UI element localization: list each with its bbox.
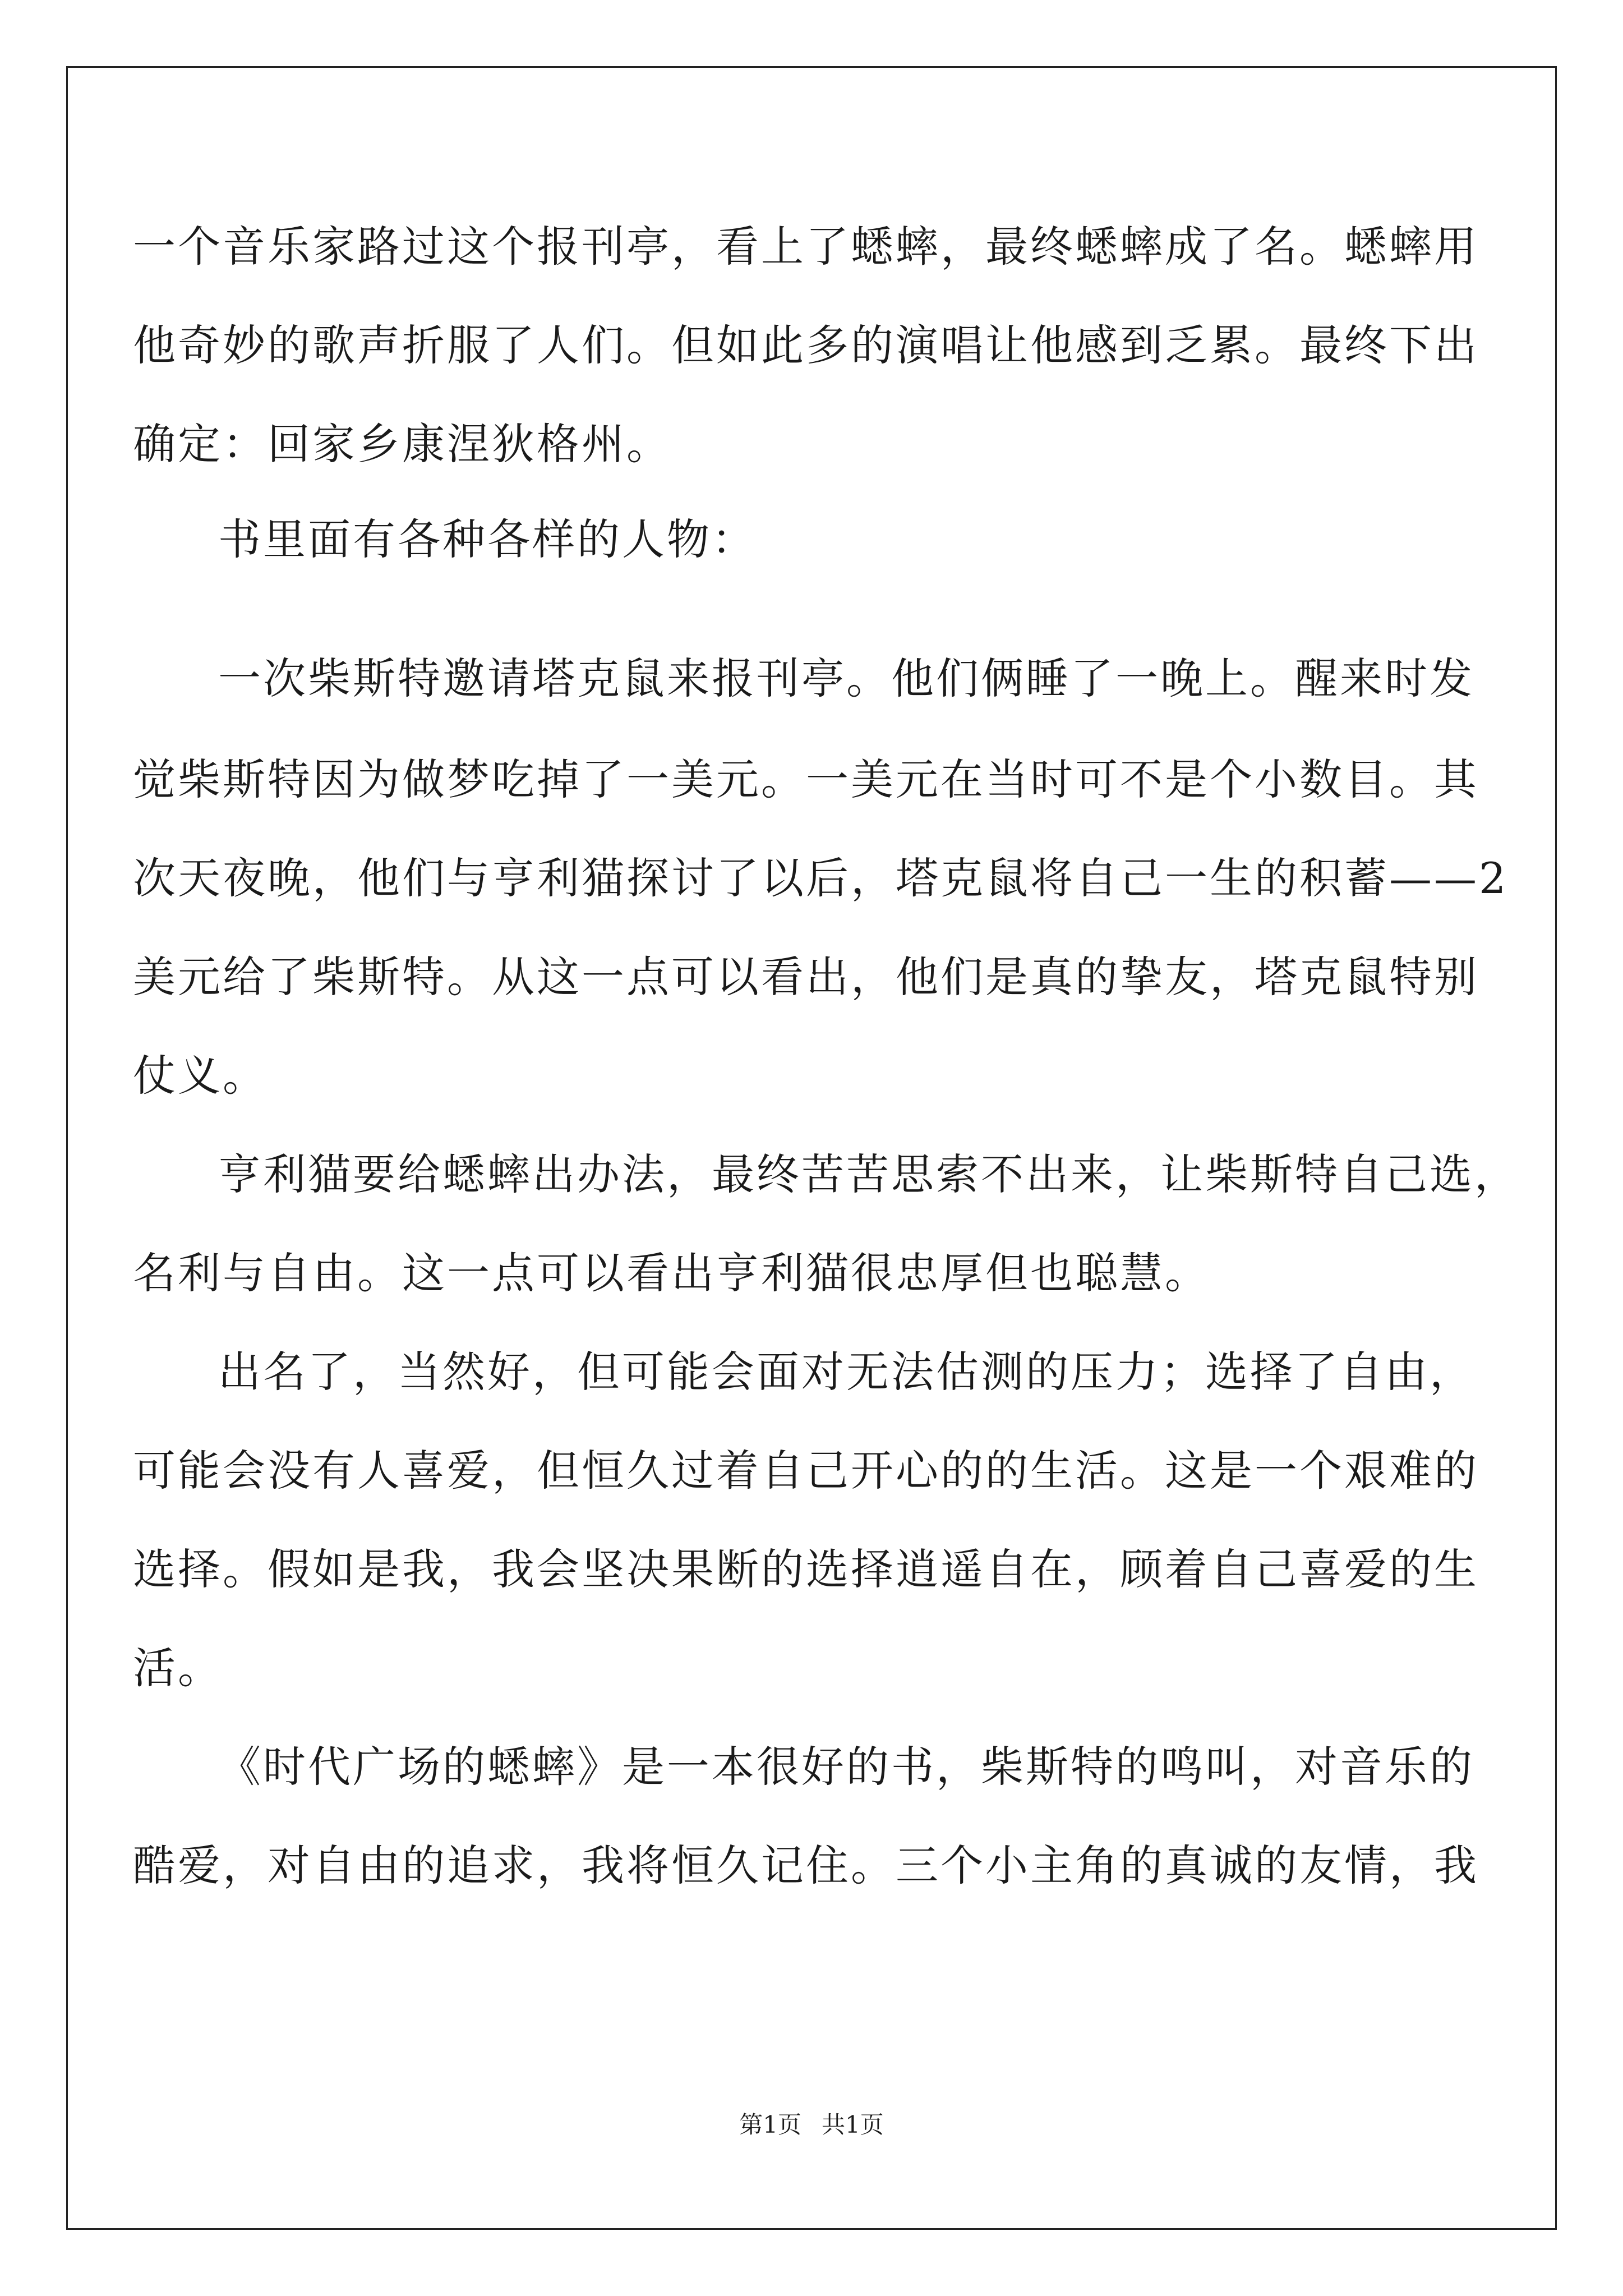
text-line: 可能会没有人喜爱，但恒久过着自己开心的的生活。这是一个艰难的	[133, 1446, 1479, 1496]
text-line: 仗义。	[133, 1051, 268, 1101]
text-line: 选择。假如是我，我会坚决果断的选择逍遥自在，顾着自己喜爱的生	[133, 1544, 1479, 1594]
paragraph-first-line: 一次柴斯特邀请塔克鼠来报刊亭。他们俩睡了一晚上。醒来时发	[218, 654, 1474, 703]
text-line: 觉柴斯特因为做梦吃掉了一美元。一美元在当时可不是个小数目。其	[133, 754, 1479, 804]
text-line: 确定：回家乡康涅狄格州。	[133, 419, 671, 469]
text-line: 次天夜晚，他们与亨利猫探讨了以后，塔克鼠将自己一生的积蓄——2	[133, 853, 1509, 903]
page-footer	[0, 2108, 1623, 2142]
text-line: 酷爱，对自由的追求，我将恒久记住。三个小主角的真诚的友情，我	[133, 1841, 1479, 1890]
text-line: 他奇妙的歌声折服了人们。但如此多的演唱让他感到乏累。最终下出	[133, 320, 1479, 370]
paragraph-first-line: 书里面有各种各样的人物：	[218, 514, 757, 564]
paragraph-first-line: 出名了，当然好，但可能会面对无法估测的压力；选择了自由，	[218, 1347, 1474, 1397]
text-line: 美元给了柴斯特。从这一点可以看出，他们是真的挚友，塔克鼠特别	[133, 952, 1479, 1002]
text-line: 名利与自由。这一点可以看出亨利猫很忠厚但也聪慧。	[133, 1248, 1210, 1298]
text-line: 活。	[133, 1643, 223, 1693]
text-line: 一个音乐家路过这个报刊亭，看上了蟋蟀，最终蟋蟀成了名。蟋蟀用	[133, 222, 1479, 272]
page-number: 第1页	[739, 2111, 801, 2138]
total-pages: 共1页	[822, 2111, 884, 2138]
paragraph-first-line: 亨利猫要给蟋蟀出办法，最终苦苦思索不出来，让柴斯特自己选，	[218, 1149, 1519, 1199]
paragraph-first-line: 《时代广场的蟋蟀》是一本很好的书，柴斯特的鸣叫，对音乐的	[218, 1742, 1474, 1792]
